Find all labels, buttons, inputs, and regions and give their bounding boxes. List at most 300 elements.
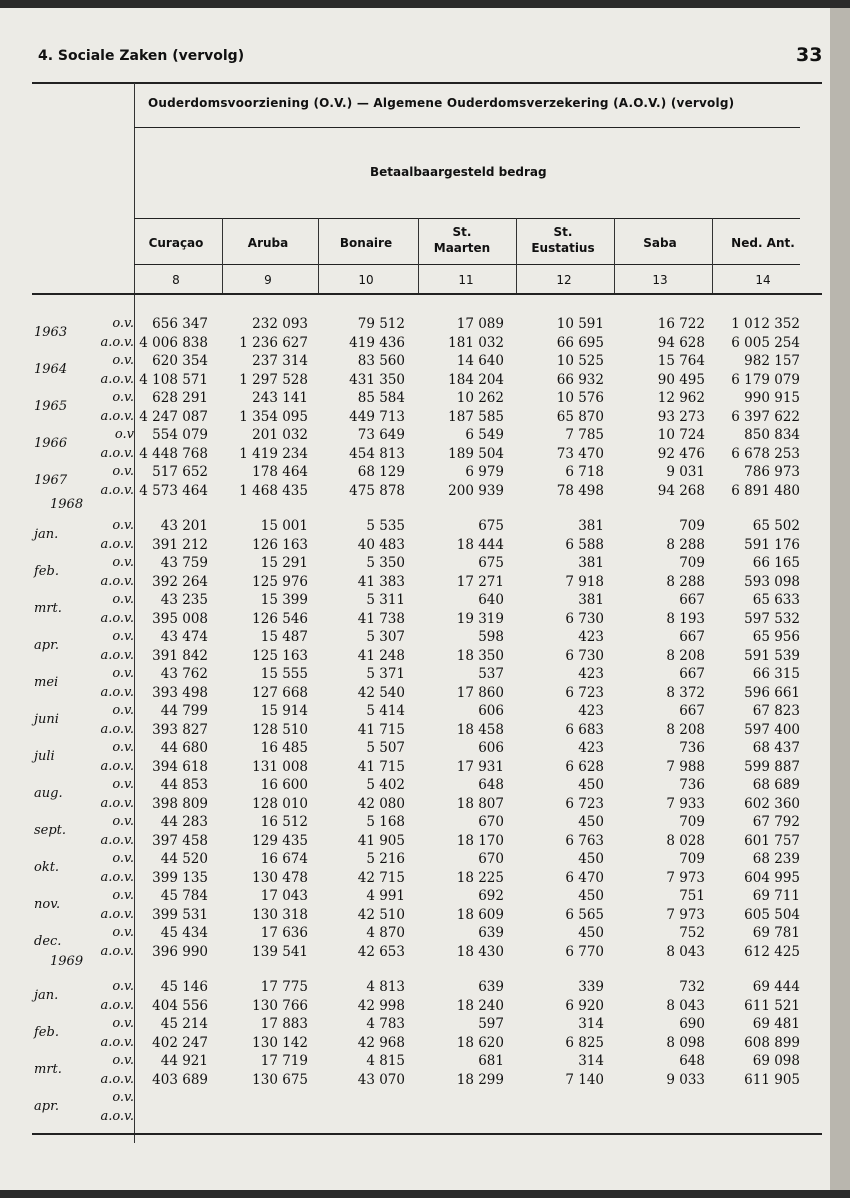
table-cell: 602 360 bbox=[744, 795, 800, 812]
table-cell: 187 585 bbox=[448, 408, 504, 425]
row-type: a.o.v. bbox=[100, 1034, 134, 1050]
table-cell: 4 991 bbox=[366, 888, 405, 904]
table-cell: 6 723 bbox=[565, 795, 604, 812]
table-cell: 66 315 bbox=[752, 666, 800, 682]
col-number: 9 bbox=[264, 273, 272, 287]
table-cell: 17 883 bbox=[260, 1016, 308, 1032]
table-cell: 68 437 bbox=[752, 740, 800, 756]
table-cell: 9 031 bbox=[666, 464, 705, 480]
row-type: a.o.v. bbox=[100, 610, 134, 626]
table-cell: 597 bbox=[478, 1016, 504, 1032]
table-row bbox=[0, 776, 830, 801]
year-heading-1968: 1968 bbox=[50, 497, 84, 512]
table-row bbox=[0, 665, 830, 690]
table-row bbox=[0, 869, 830, 887]
col-divider bbox=[712, 218, 713, 294]
table-cell: 189 504 bbox=[448, 445, 504, 462]
table-cell: 17 860 bbox=[456, 684, 504, 701]
row-type: o.v. bbox=[112, 703, 134, 718]
table-cell: 639 bbox=[478, 925, 504, 941]
row-period: 1964 bbox=[34, 362, 68, 377]
row-type: a.o.v. bbox=[100, 647, 134, 663]
table-cell: 5 371 bbox=[366, 666, 405, 682]
table-cell: 736 bbox=[679, 777, 705, 793]
table-cell: 10 576 bbox=[556, 390, 604, 406]
table-cell: 68 689 bbox=[752, 777, 800, 793]
table-cell: 403 689 bbox=[152, 1071, 208, 1088]
table-cell: 7 918 bbox=[565, 573, 604, 590]
row-period: aug. bbox=[34, 786, 63, 801]
table-cell: 69 781 bbox=[752, 925, 800, 941]
row-type: a.o.v. bbox=[100, 943, 134, 959]
table-cell: 201 032 bbox=[252, 427, 308, 443]
table-cell: 44 921 bbox=[160, 1053, 208, 1069]
table-cell: 8 043 bbox=[666, 997, 705, 1014]
table-cell: 65 956 bbox=[752, 629, 800, 645]
table-cell: 4 870 bbox=[366, 925, 405, 941]
table-cell: 5 350 bbox=[366, 555, 405, 571]
table-cell: 554 079 bbox=[152, 427, 208, 443]
page-number: 33 bbox=[796, 44, 823, 66]
table-cell: 18 807 bbox=[456, 795, 504, 812]
table-cell: 391 842 bbox=[152, 647, 208, 664]
table-cell: 6 683 bbox=[565, 721, 604, 738]
table-cell: 6 730 bbox=[565, 610, 604, 627]
table-cell: 7 988 bbox=[666, 758, 705, 775]
row-type: a.o.v. bbox=[100, 445, 134, 461]
col-number: 14 bbox=[755, 273, 771, 287]
table-cell: 41 248 bbox=[357, 647, 405, 664]
table-cell: 178 464 bbox=[252, 464, 308, 480]
table-cell: 537 bbox=[478, 666, 504, 682]
table-cell: 606 bbox=[478, 703, 504, 719]
table-cell: 18 299 bbox=[456, 1071, 504, 1088]
table-cell: 43 201 bbox=[160, 518, 208, 534]
table-cell: 18 430 bbox=[456, 943, 504, 960]
table-cell: 394 618 bbox=[152, 758, 208, 775]
table-cell: 612 425 bbox=[744, 943, 800, 960]
table-cell: 17 931 bbox=[456, 758, 504, 775]
table-cell: 8 028 bbox=[666, 832, 705, 849]
table-cell: 990 915 bbox=[744, 390, 800, 406]
row-type: o.v. bbox=[112, 777, 134, 792]
table-cell: 4 573 464 bbox=[139, 482, 208, 499]
table-cell: 314 bbox=[578, 1053, 604, 1069]
col-divider bbox=[516, 218, 517, 294]
table-row bbox=[0, 628, 830, 653]
table-cell: 42 968 bbox=[357, 1034, 405, 1051]
row-period: juli bbox=[34, 749, 55, 764]
table-row bbox=[0, 463, 830, 488]
table-cell: 42 540 bbox=[357, 684, 405, 701]
col-number: 13 bbox=[652, 273, 668, 287]
table-cell: 12 962 bbox=[657, 390, 705, 406]
table-cell: 8 372 bbox=[666, 684, 705, 701]
table-cell: 6 825 bbox=[565, 1034, 604, 1051]
row-type: a.o.v. bbox=[100, 906, 134, 922]
table-cell: 42 653 bbox=[357, 943, 405, 960]
table-cell: 5 535 bbox=[366, 518, 405, 534]
row-type: o.v. bbox=[112, 851, 134, 866]
table-cell: 45 214 bbox=[160, 1016, 208, 1032]
table-cell: 4 815 bbox=[366, 1053, 405, 1069]
row-type: o.v. bbox=[112, 629, 134, 644]
table-cell: 675 bbox=[478, 518, 504, 534]
table-cell: 45 146 bbox=[160, 979, 208, 995]
table-cell: 605 504 bbox=[744, 906, 800, 923]
table-cell: 732 bbox=[679, 979, 705, 995]
table-cell: 15 914 bbox=[260, 703, 308, 719]
table-cell: 69 481 bbox=[752, 1016, 800, 1032]
table-cell: 419 436 bbox=[349, 334, 405, 351]
table-cell: 65 870 bbox=[556, 408, 604, 425]
row-type: a.o.v. bbox=[100, 869, 134, 885]
row-type: o.v. bbox=[112, 979, 134, 994]
table-cell: 601 757 bbox=[744, 832, 800, 849]
table-title: Ouderdomsvoorziening (O.V.) — Algemene Ouderdomsverzekering (A.O.V.) (vervolg) bbox=[148, 96, 735, 110]
table-cell: 127 668 bbox=[252, 684, 308, 701]
table-cell: 8 098 bbox=[666, 1034, 705, 1051]
row-type: a.o.v. bbox=[100, 832, 134, 848]
table-row bbox=[0, 887, 830, 912]
table-row bbox=[0, 850, 830, 875]
table-cell: 7 973 bbox=[666, 906, 705, 923]
table-cell: 1 419 234 bbox=[239, 445, 308, 462]
table-row bbox=[0, 943, 830, 961]
table-cell: 404 556 bbox=[152, 997, 208, 1014]
table-row bbox=[0, 1089, 830, 1114]
table-cell: 8 193 bbox=[666, 610, 705, 627]
table-cell: 40 483 bbox=[357, 536, 405, 553]
table-cell: 45 434 bbox=[160, 925, 208, 941]
table-cell: 850 834 bbox=[744, 427, 800, 443]
table-cell: 128 010 bbox=[252, 795, 308, 812]
table-cell: 10 724 bbox=[657, 427, 705, 443]
row-type: o.v. bbox=[112, 1090, 134, 1105]
row-type: a.o.v. bbox=[100, 1108, 134, 1124]
table-cell: 5 311 bbox=[366, 592, 405, 608]
row-type: a.o.v. bbox=[100, 721, 134, 737]
table-cell: 10 591 bbox=[556, 316, 604, 332]
col-header-aruba: Aruba bbox=[247, 236, 289, 250]
table-cell: 6 979 bbox=[465, 464, 504, 480]
table-row bbox=[0, 1071, 830, 1089]
table-cell: 392 264 bbox=[152, 573, 208, 590]
table-cell: 42 715 bbox=[357, 869, 405, 886]
table-cell: 692 bbox=[478, 888, 504, 904]
row-period: feb. bbox=[34, 1025, 59, 1040]
row-period: 1967 bbox=[34, 473, 68, 488]
row-type: a.o.v. bbox=[100, 408, 134, 424]
row-type: o.v. bbox=[112, 1053, 134, 1068]
table-cell: 17 719 bbox=[260, 1053, 308, 1069]
table-cell: 1 012 352 bbox=[731, 316, 800, 332]
table-cell: 6 891 480 bbox=[731, 482, 800, 499]
table-cell: 596 661 bbox=[744, 684, 800, 701]
table-cell: 6 179 079 bbox=[731, 371, 800, 388]
table-cell: 65 633 bbox=[752, 592, 800, 608]
table-cell: 6 730 bbox=[565, 647, 604, 664]
table-cell: 69 444 bbox=[752, 979, 800, 995]
title-rule bbox=[134, 127, 800, 128]
table-cell: 709 bbox=[679, 851, 705, 867]
table-cell: 17 775 bbox=[260, 979, 308, 995]
table-cell: 130 478 bbox=[252, 869, 308, 886]
table-cell: 43 235 bbox=[160, 592, 208, 608]
table-cell: 6 770 bbox=[565, 943, 604, 960]
row-type: a.o.v. bbox=[100, 1071, 134, 1087]
table-cell: 667 bbox=[679, 666, 705, 682]
table-cell: 130 318 bbox=[252, 906, 308, 923]
table-cell: 6 549 bbox=[465, 427, 504, 443]
col-divider bbox=[418, 218, 419, 294]
table-row bbox=[0, 371, 830, 389]
table-row bbox=[0, 739, 830, 764]
table-cell: 593 098 bbox=[744, 573, 800, 590]
table-cell: 65 502 bbox=[752, 518, 800, 534]
table-cell: 639 bbox=[478, 979, 504, 995]
table-cell: 450 bbox=[578, 814, 604, 830]
row-period: feb. bbox=[34, 564, 59, 579]
row-period: jan. bbox=[34, 988, 59, 1003]
table-cell: 7 785 bbox=[565, 427, 604, 443]
table-row bbox=[0, 315, 830, 340]
table-cell: 1 468 435 bbox=[239, 482, 308, 499]
table-cell: 611 521 bbox=[744, 997, 800, 1014]
table-row bbox=[0, 334, 830, 352]
table-cell: 16 512 bbox=[260, 814, 308, 830]
table-cell: 667 bbox=[679, 629, 705, 645]
table-cell: 591 539 bbox=[744, 647, 800, 664]
top-rule bbox=[32, 82, 822, 84]
table-cell: 314 bbox=[578, 1016, 604, 1032]
table-cell: 44 853 bbox=[160, 777, 208, 793]
table-cell: 41 715 bbox=[357, 758, 405, 775]
table-row bbox=[0, 924, 830, 949]
row-period: 1966 bbox=[34, 436, 68, 451]
table-cell: 4 813 bbox=[366, 979, 405, 995]
row-period: mrt. bbox=[34, 1062, 62, 1077]
table-cell: 5 507 bbox=[366, 740, 405, 756]
row-type: o.v. bbox=[112, 925, 134, 940]
table-cell: 10 262 bbox=[456, 390, 504, 406]
table-cell: 6 920 bbox=[565, 997, 604, 1014]
year-heading-1969: 1969 bbox=[50, 954, 84, 969]
table-row bbox=[0, 1108, 830, 1126]
col-header-bonaire: Bonaire bbox=[339, 236, 393, 250]
table-cell: 8 208 bbox=[666, 647, 705, 664]
row-period: apr. bbox=[34, 1099, 59, 1114]
table-cell: 73 649 bbox=[357, 427, 405, 443]
table-row bbox=[0, 997, 830, 1015]
table-cell: 139 541 bbox=[252, 943, 308, 960]
table-cell: 786 973 bbox=[744, 464, 800, 480]
header-rule bbox=[134, 264, 800, 265]
table-cell: 16 674 bbox=[260, 851, 308, 867]
table-cell: 16 722 bbox=[657, 316, 705, 332]
table-cell: 6 718 bbox=[565, 464, 604, 480]
table-cell: 6 397 622 bbox=[731, 408, 800, 425]
table-cell: 606 bbox=[478, 740, 504, 756]
table-cell: 130 142 bbox=[252, 1034, 308, 1051]
table-row bbox=[0, 906, 830, 924]
table-cell: 42 510 bbox=[357, 906, 405, 923]
row-type: o.v. bbox=[112, 316, 134, 331]
table-cell: 78 498 bbox=[556, 482, 604, 499]
table-cell: 69 711 bbox=[752, 888, 800, 904]
table-cell: 18 609 bbox=[456, 906, 504, 923]
table-cell: 736 bbox=[679, 740, 705, 756]
table-cell: 8 288 bbox=[666, 536, 705, 553]
table-cell: 4 783 bbox=[366, 1016, 405, 1032]
table-row bbox=[0, 536, 830, 554]
table-cell: 125 976 bbox=[252, 573, 308, 590]
table-cell: 125 163 bbox=[252, 647, 308, 664]
table-cell: 391 212 bbox=[152, 536, 208, 553]
table-cell: 43 474 bbox=[160, 629, 208, 645]
table-cell: 5 402 bbox=[366, 777, 405, 793]
table-cell: 128 510 bbox=[252, 721, 308, 738]
row-type: a.o.v. bbox=[100, 997, 134, 1013]
table-cell: 44 520 bbox=[160, 851, 208, 867]
table-cell: 709 bbox=[679, 814, 705, 830]
table-cell: 68 129 bbox=[357, 464, 405, 480]
header-bottom-rule bbox=[32, 293, 822, 295]
table-cell: 4 006 838 bbox=[139, 334, 208, 351]
table-cell: 4 247 087 bbox=[139, 408, 208, 425]
table-cell: 450 bbox=[578, 851, 604, 867]
table-row bbox=[0, 1034, 830, 1052]
table-cell: 709 bbox=[679, 518, 705, 534]
row-type: a.o.v. bbox=[100, 573, 134, 589]
table-row bbox=[0, 610, 830, 628]
table-cell: 1 236 627 bbox=[239, 334, 308, 351]
table-cell: 1 297 528 bbox=[239, 371, 308, 388]
table-cell: 129 435 bbox=[252, 832, 308, 849]
table-cell: 15 399 bbox=[260, 592, 308, 608]
row-type: a.o.v. bbox=[100, 371, 134, 387]
table-cell: 43 759 bbox=[160, 555, 208, 571]
table-cell: 8 288 bbox=[666, 573, 705, 590]
row-type: o.v. bbox=[112, 464, 134, 479]
table-row bbox=[0, 813, 830, 838]
row-period: jan. bbox=[34, 527, 59, 542]
table-cell: 604 995 bbox=[744, 869, 800, 886]
table-cell: 5 216 bbox=[366, 851, 405, 867]
table-cell: 69 098 bbox=[752, 1053, 800, 1069]
table-cell: 620 354 bbox=[152, 353, 208, 369]
table-cell: 18 458 bbox=[456, 721, 504, 738]
row-type: a.o.v. bbox=[100, 795, 134, 811]
table-cell: 628 291 bbox=[152, 390, 208, 406]
table-cell: 5 168 bbox=[366, 814, 405, 830]
col-number: 8 bbox=[172, 273, 180, 287]
table-cell: 393 498 bbox=[152, 684, 208, 701]
row-type: o.v bbox=[114, 427, 134, 442]
table-cell: 475 878 bbox=[349, 482, 405, 499]
row-period: mrt. bbox=[34, 601, 62, 616]
table-cell: 450 bbox=[578, 777, 604, 793]
table-row bbox=[0, 832, 830, 850]
table-row bbox=[0, 1015, 830, 1040]
row-type: o.v. bbox=[112, 353, 134, 368]
table-cell: 450 bbox=[578, 925, 604, 941]
table-row bbox=[0, 426, 830, 451]
table-cell: 18 240 bbox=[456, 997, 504, 1014]
row-period: mei bbox=[34, 675, 59, 690]
table-cell: 454 813 bbox=[349, 445, 405, 462]
table-cell: 598 bbox=[478, 629, 504, 645]
table-cell: 41 715 bbox=[357, 721, 405, 738]
row-period: dec. bbox=[34, 934, 62, 949]
row-type: o.v. bbox=[112, 592, 134, 607]
col-header-saba: Saba bbox=[643, 236, 677, 250]
table-cell: 4 108 571 bbox=[139, 371, 208, 388]
col-header-curacao: Curaçao bbox=[148, 236, 204, 250]
table-cell: 8 208 bbox=[666, 721, 705, 738]
row-period: apr. bbox=[34, 638, 59, 653]
col-divider bbox=[318, 218, 319, 294]
table-cell: 17 271 bbox=[456, 573, 504, 590]
table-cell: 66 695 bbox=[556, 334, 604, 351]
table-cell: 597 400 bbox=[744, 721, 800, 738]
table-cell: 402 247 bbox=[152, 1034, 208, 1051]
table-row bbox=[0, 978, 830, 1003]
table-cell: 44 680 bbox=[160, 740, 208, 756]
table-cell: 381 bbox=[578, 592, 604, 608]
table-cell: 15 291 bbox=[260, 555, 308, 571]
col-divider bbox=[614, 218, 615, 294]
table-cell: 9 033 bbox=[666, 1071, 705, 1088]
table-cell: 237 314 bbox=[252, 353, 308, 369]
subheading: Betaalbaargesteld bedrag bbox=[370, 165, 547, 179]
table-cell: 43 762 bbox=[160, 666, 208, 682]
bottom-rule bbox=[32, 1133, 822, 1135]
table-cell: 611 905 bbox=[744, 1071, 800, 1088]
table-cell: 397 458 bbox=[152, 832, 208, 849]
table-cell: 751 bbox=[679, 888, 705, 904]
row-period: 1963 bbox=[34, 325, 68, 340]
table-cell: 14 640 bbox=[456, 353, 504, 369]
table-cell: 243 141 bbox=[252, 390, 308, 406]
table-row bbox=[0, 1052, 830, 1077]
table-cell: 131 008 bbox=[252, 758, 308, 775]
row-period: juni bbox=[34, 712, 59, 727]
table-cell: 450 bbox=[578, 888, 604, 904]
row-type: o.v. bbox=[112, 1016, 134, 1031]
table-cell: 399 135 bbox=[152, 869, 208, 886]
table-row bbox=[0, 352, 830, 377]
table-row bbox=[0, 445, 830, 463]
col-header-st-maarten: St. Maarten bbox=[433, 225, 491, 255]
table-cell: 4 448 768 bbox=[139, 445, 208, 462]
table-cell: 599 887 bbox=[744, 758, 800, 775]
table-cell: 597 532 bbox=[744, 610, 800, 627]
subheading-rule bbox=[134, 218, 800, 219]
table-cell: 41 383 bbox=[357, 573, 405, 590]
table-row bbox=[0, 721, 830, 739]
table-cell: 126 546 bbox=[252, 610, 308, 627]
table-cell: 395 008 bbox=[152, 610, 208, 627]
table-cell: 690 bbox=[679, 1016, 705, 1032]
col-number: 11 bbox=[458, 273, 474, 287]
row-type: o.v. bbox=[112, 555, 134, 570]
table-cell: 90 495 bbox=[657, 371, 705, 388]
table-cell: 423 bbox=[578, 703, 604, 719]
table-cell: 44 283 bbox=[160, 814, 208, 830]
table-cell: 6 678 253 bbox=[731, 445, 800, 462]
table-cell: 7 933 bbox=[666, 795, 705, 812]
